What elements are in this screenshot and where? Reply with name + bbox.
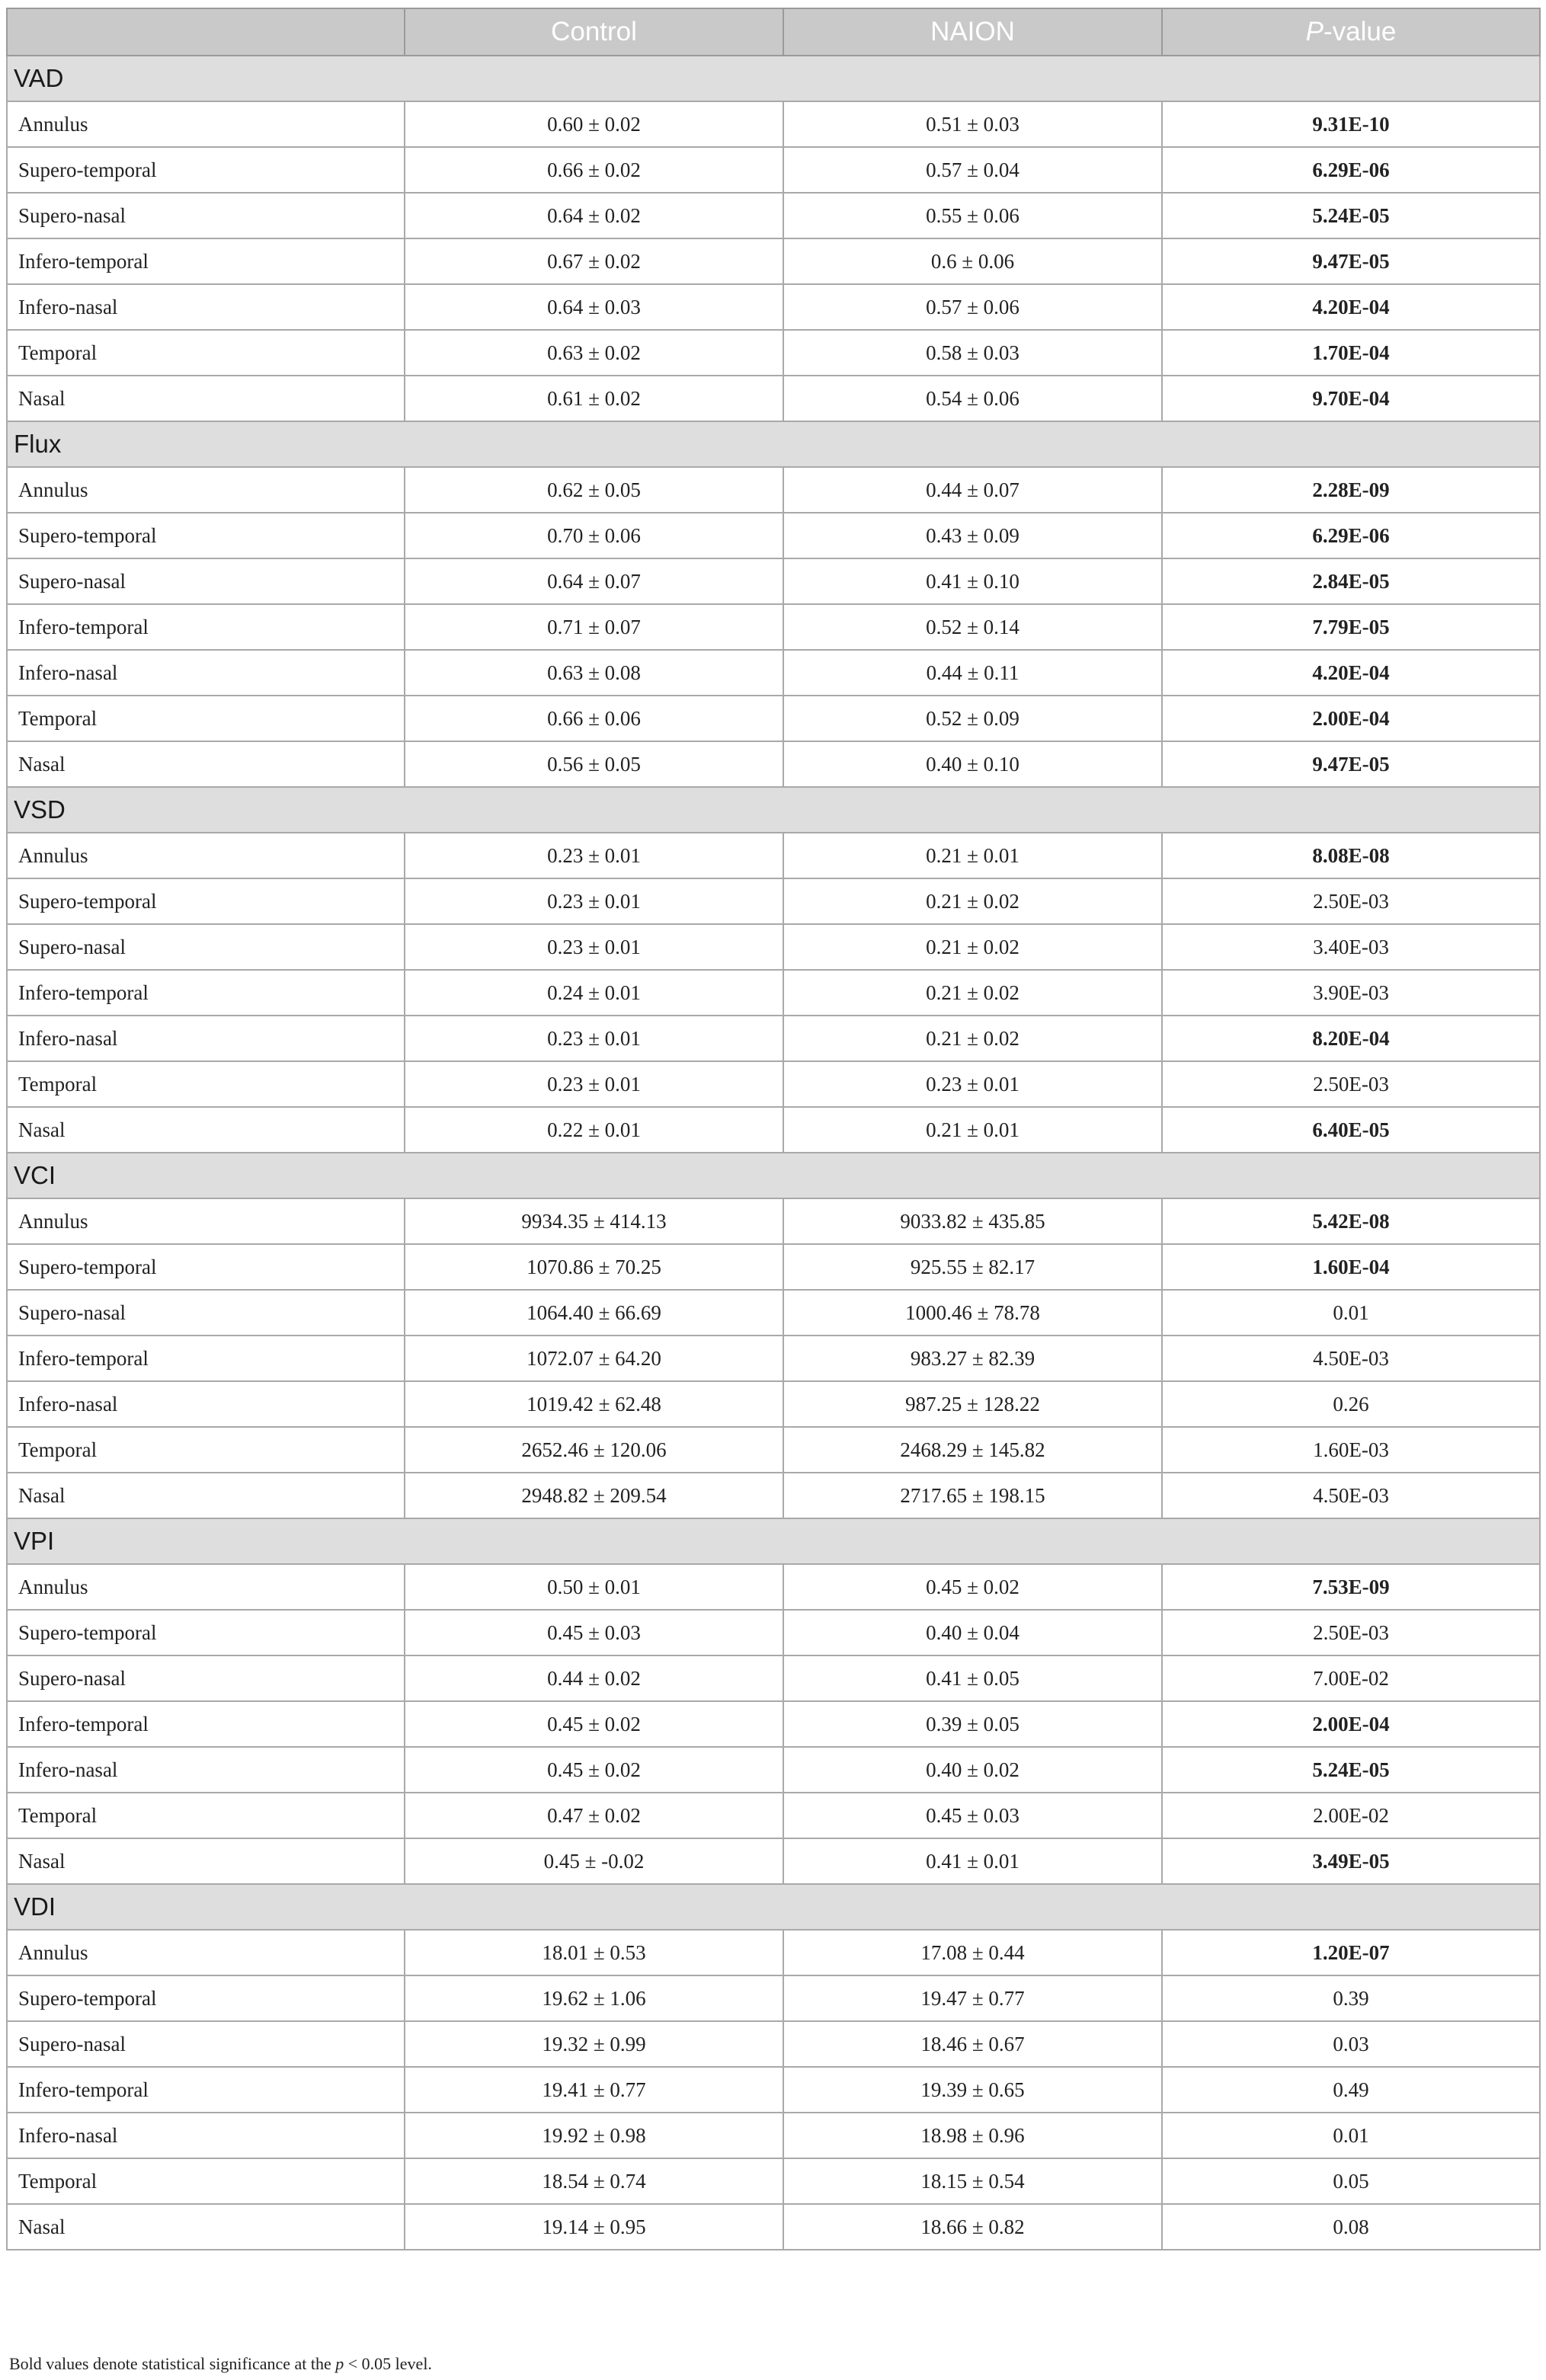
naion-value: 0.51 ± 0.03 [783, 101, 1162, 147]
naion-value: 0.39 ± 0.05 [783, 1701, 1162, 1747]
table-row [7, 2204, 1540, 2250]
table-row [7, 604, 1540, 650]
control-value: 1072.07 ± 64.20 [405, 1336, 783, 1381]
naion-value: 0.43 ± 0.09 [783, 513, 1162, 558]
p-value: 0.49 [1162, 2067, 1540, 2113]
control-value: 0.45 ± 0.02 [405, 1747, 783, 1793]
p-value: 0.01 [1162, 1290, 1540, 1336]
naion-value: 0.52 ± 0.09 [783, 696, 1162, 741]
naion-value: 0.44 ± 0.07 [783, 467, 1162, 513]
table-row [7, 696, 1540, 741]
section-row [7, 1884, 1540, 1930]
table-row [7, 924, 1540, 970]
naion-value: 983.27 ± 82.39 [783, 1336, 1162, 1381]
naion-value: 0.57 ± 0.04 [783, 147, 1162, 193]
control-value: 0.23 ± 0.01 [405, 878, 783, 924]
naion-value: 925.55 ± 82.17 [783, 1244, 1162, 1290]
control-value: 0.23 ± 0.01 [405, 1016, 783, 1061]
naion-value: 19.47 ± 0.77 [783, 1975, 1162, 2021]
control-value: 0.66 ± 0.02 [405, 147, 783, 193]
naion-value: 2468.29 ± 145.82 [783, 1427, 1162, 1473]
row-label: Temporal [7, 2158, 405, 2204]
row-label: Temporal [7, 330, 405, 376]
table-row [7, 2113, 1540, 2158]
row-label: Supero-temporal [7, 1244, 405, 1290]
p-value: 2.00E-04 [1162, 696, 1540, 741]
table-row [7, 2067, 1540, 2113]
naion-value: 0.41 ± 0.05 [783, 1655, 1162, 1701]
header-blank [7, 8, 405, 56]
control-value: 0.62 ± 0.05 [405, 467, 783, 513]
p-value: 3.40E-03 [1162, 924, 1540, 970]
table-footnote [9, 2354, 432, 2374]
naion-value: 0.6 ± 0.06 [783, 238, 1162, 284]
control-value: 0.23 ± 0.01 [405, 924, 783, 970]
p-value: 4.20E-04 [1162, 284, 1540, 330]
p-value: 1.70E-04 [1162, 330, 1540, 376]
p-value: 0.01 [1162, 2113, 1540, 2158]
table-row [7, 238, 1540, 284]
row-label: Infero-nasal [7, 650, 405, 696]
table-row [7, 1473, 1540, 1518]
table-row [7, 878, 1540, 924]
control-value: 0.23 ± 0.01 [405, 833, 783, 878]
control-value: 9934.35 ± 414.13 [405, 1198, 783, 1244]
row-label: Temporal [7, 1793, 405, 1838]
table-row [7, 1244, 1540, 1290]
control-value: 0.63 ± 0.08 [405, 650, 783, 696]
naion-value: 0.45 ± 0.03 [783, 1793, 1162, 1838]
control-value: 0.67 ± 0.02 [405, 238, 783, 284]
row-label: Nasal [7, 376, 405, 421]
control-value: 1019.42 ± 62.48 [405, 1381, 783, 1427]
footnote-p-symbol: p [335, 2354, 344, 2373]
p-value: 1.20E-07 [1162, 1930, 1540, 1975]
naion-value: 0.40 ± 0.04 [783, 1610, 1162, 1655]
p-value: 2.50E-03 [1162, 1610, 1540, 1655]
p-value: 2.00E-04 [1162, 1701, 1540, 1747]
table-row [7, 1061, 1540, 1107]
section-title: VAD [7, 56, 1540, 101]
table-row [7, 1793, 1540, 1838]
p-value: 1.60E-03 [1162, 1427, 1540, 1473]
naion-value: 0.45 ± 0.02 [783, 1564, 1162, 1610]
row-label: Supero-nasal [7, 924, 405, 970]
control-value: 19.14 ± 0.95 [405, 2204, 783, 2250]
control-value: 0.50 ± 0.01 [405, 1564, 783, 1610]
section-row [7, 1153, 1540, 1198]
p-value: 2.84E-05 [1162, 558, 1540, 604]
naion-value: 0.41 ± 0.01 [783, 1838, 1162, 1884]
naion-value: 0.41 ± 0.10 [783, 558, 1162, 604]
header-control: Control [405, 8, 783, 56]
p-value: 4.50E-03 [1162, 1336, 1540, 1381]
header-p-rest: -value [1324, 17, 1397, 46]
table-row [7, 833, 1540, 878]
naion-value: 0.21 ± 0.02 [783, 1016, 1162, 1061]
control-value: 0.61 ± 0.02 [405, 376, 783, 421]
naion-value: 0.23 ± 0.01 [783, 1061, 1162, 1107]
naion-value: 17.08 ± 0.44 [783, 1930, 1162, 1975]
control-value: 1070.86 ± 70.25 [405, 1244, 783, 1290]
table-row [7, 467, 1540, 513]
row-label: Annulus [7, 833, 405, 878]
p-value: 7.00E-02 [1162, 1655, 1540, 1701]
control-value: 0.56 ± 0.05 [405, 741, 783, 787]
row-label: Supero-temporal [7, 1610, 405, 1655]
p-value: 9.31E-10 [1162, 101, 1540, 147]
table-row [7, 1747, 1540, 1793]
table-header [7, 8, 1540, 56]
header-p-value [1162, 8, 1540, 56]
control-value: 0.45 ± -0.02 [405, 1838, 783, 1884]
header-p-italic: P [1305, 17, 1324, 46]
table-row [7, 193, 1540, 238]
p-value: 7.79E-05 [1162, 604, 1540, 650]
table-body [7, 56, 1540, 2250]
p-value: 6.29E-06 [1162, 513, 1540, 558]
row-label: Infero-temporal [7, 238, 405, 284]
naion-value: 0.21 ± 0.02 [783, 970, 1162, 1016]
table-row [7, 1975, 1540, 2021]
control-value: 18.54 ± 0.74 [405, 2158, 783, 2204]
control-value: 0.24 ± 0.01 [405, 970, 783, 1016]
p-value: 0.05 [1162, 2158, 1540, 2204]
table-row [7, 1016, 1540, 1061]
section-title: VPI [7, 1518, 1540, 1564]
p-value: 4.20E-04 [1162, 650, 1540, 696]
control-value: 2948.82 ± 209.54 [405, 1473, 783, 1518]
naion-value: 0.54 ± 0.06 [783, 376, 1162, 421]
p-value: 4.50E-03 [1162, 1473, 1540, 1518]
table-row [7, 101, 1540, 147]
naion-value: 18.66 ± 0.82 [783, 2204, 1162, 2250]
naion-value: 0.44 ± 0.11 [783, 650, 1162, 696]
row-label: Infero-temporal [7, 2067, 405, 2113]
naion-value: 0.21 ± 0.01 [783, 833, 1162, 878]
control-value: 0.64 ± 0.02 [405, 193, 783, 238]
row-label: Nasal [7, 1107, 405, 1153]
row-label: Infero-nasal [7, 2113, 405, 2158]
row-label: Annulus [7, 467, 405, 513]
footnote-text-before: Bold values denote statistical significance at the [9, 2354, 336, 2373]
table-row [7, 1564, 1540, 1610]
p-value: 9.47E-05 [1162, 741, 1540, 787]
naion-value: 18.15 ± 0.54 [783, 2158, 1162, 2204]
p-value: 2.50E-03 [1162, 1061, 1540, 1107]
naion-value: 1000.46 ± 78.78 [783, 1290, 1162, 1336]
row-label: Temporal [7, 696, 405, 741]
row-label: Infero-temporal [7, 1701, 405, 1747]
naion-value: 0.57 ± 0.06 [783, 284, 1162, 330]
row-label: Supero-nasal [7, 193, 405, 238]
section-title: VCI [7, 1153, 1540, 1198]
control-value: 0.60 ± 0.02 [405, 101, 783, 147]
control-value: 0.64 ± 0.07 [405, 558, 783, 604]
table-row [7, 1381, 1540, 1427]
control-value: 0.23 ± 0.01 [405, 1061, 783, 1107]
p-value: 5.24E-05 [1162, 193, 1540, 238]
row-label: Infero-temporal [7, 604, 405, 650]
row-label: Infero-temporal [7, 970, 405, 1016]
naion-value: 9033.82 ± 435.85 [783, 1198, 1162, 1244]
naion-value: 0.58 ± 0.03 [783, 330, 1162, 376]
table-row [7, 1701, 1540, 1747]
table-row [7, 330, 1540, 376]
table-row [7, 2158, 1540, 2204]
naion-value: 18.98 ± 0.96 [783, 2113, 1162, 2158]
control-value: 0.22 ± 0.01 [405, 1107, 783, 1153]
p-value: 1.60E-04 [1162, 1244, 1540, 1290]
results-table [6, 8, 1541, 2250]
section-row [7, 56, 1540, 101]
naion-value: 0.40 ± 0.02 [783, 1747, 1162, 1793]
control-value: 0.44 ± 0.02 [405, 1655, 783, 1701]
row-label: Supero-nasal [7, 558, 405, 604]
p-value: 3.90E-03 [1162, 970, 1540, 1016]
table-row [7, 970, 1540, 1016]
control-value: 0.45 ± 0.03 [405, 1610, 783, 1655]
naion-value: 0.55 ± 0.06 [783, 193, 1162, 238]
naion-value: 0.21 ± 0.02 [783, 924, 1162, 970]
table-row [7, 513, 1540, 558]
naion-value: 19.39 ± 0.65 [783, 2067, 1162, 2113]
p-value: 0.03 [1162, 2021, 1540, 2067]
control-value: 0.71 ± 0.07 [405, 604, 783, 650]
row-label: Nasal [7, 1838, 405, 1884]
row-label: Nasal [7, 741, 405, 787]
table-row [7, 284, 1540, 330]
row-label: Infero-nasal [7, 1016, 405, 1061]
row-label: Supero-nasal [7, 2021, 405, 2067]
section-title: Flux [7, 421, 1540, 467]
table-row [7, 1610, 1540, 1655]
row-label: Annulus [7, 101, 405, 147]
row-label: Temporal [7, 1427, 405, 1473]
control-value: 0.64 ± 0.03 [405, 284, 783, 330]
control-value: 0.45 ± 0.02 [405, 1701, 783, 1747]
p-value: 5.24E-05 [1162, 1747, 1540, 1793]
p-value: 3.49E-05 [1162, 1838, 1540, 1884]
footnote-text-after: < 0.05 level. [344, 2354, 432, 2373]
table-row [7, 1838, 1540, 1884]
table-row [7, 558, 1540, 604]
naion-value: 987.25 ± 128.22 [783, 1381, 1162, 1427]
control-value: 19.32 ± 0.99 [405, 2021, 783, 2067]
section-title: VDI [7, 1884, 1540, 1930]
table-row [7, 1107, 1540, 1153]
p-value: 0.39 [1162, 1975, 1540, 2021]
naion-value: 2717.65 ± 198.15 [783, 1473, 1162, 1518]
row-label: Supero-temporal [7, 513, 405, 558]
p-value: 0.26 [1162, 1381, 1540, 1427]
row-label: Nasal [7, 2204, 405, 2250]
row-label: Infero-nasal [7, 284, 405, 330]
row-label: Annulus [7, 1930, 405, 1975]
table-row [7, 1336, 1540, 1381]
control-value: 0.47 ± 0.02 [405, 1793, 783, 1838]
table-row [7, 1655, 1540, 1701]
control-value: 18.01 ± 0.53 [405, 1930, 783, 1975]
control-value: 2652.46 ± 120.06 [405, 1427, 783, 1473]
control-value: 19.41 ± 0.77 [405, 2067, 783, 2113]
row-label: Infero-temporal [7, 1336, 405, 1381]
header-naion: NAION [783, 8, 1162, 56]
p-value: 6.40E-05 [1162, 1107, 1540, 1153]
p-value: 6.29E-06 [1162, 147, 1540, 193]
header-row [7, 8, 1540, 56]
row-label: Supero-temporal [7, 1975, 405, 2021]
control-value: 0.63 ± 0.02 [405, 330, 783, 376]
table-row [7, 1427, 1540, 1473]
table-row [7, 376, 1540, 421]
control-value: 1064.40 ± 66.69 [405, 1290, 783, 1336]
table-row [7, 1290, 1540, 1336]
p-value: 5.42E-08 [1162, 1198, 1540, 1244]
naion-value: 0.21 ± 0.01 [783, 1107, 1162, 1153]
p-value: 2.50E-03 [1162, 878, 1540, 924]
section-row [7, 421, 1540, 467]
table-row [7, 2021, 1540, 2067]
row-label: Temporal [7, 1061, 405, 1107]
p-value: 9.47E-05 [1162, 238, 1540, 284]
row-label: Annulus [7, 1198, 405, 1244]
control-value: 19.62 ± 1.06 [405, 1975, 783, 2021]
row-label: Infero-nasal [7, 1381, 405, 1427]
row-label: Supero-nasal [7, 1290, 405, 1336]
naion-value: 0.40 ± 0.10 [783, 741, 1162, 787]
row-label: Supero-nasal [7, 1655, 405, 1701]
table-row [7, 1198, 1540, 1244]
p-value: 2.00E-02 [1162, 1793, 1540, 1838]
p-value: 8.08E-08 [1162, 833, 1540, 878]
row-label: Supero-temporal [7, 878, 405, 924]
control-value: 19.92 ± 0.98 [405, 2113, 783, 2158]
naion-value: 0.52 ± 0.14 [783, 604, 1162, 650]
section-row [7, 1518, 1540, 1564]
naion-value: 0.21 ± 0.02 [783, 878, 1162, 924]
table-row [7, 1930, 1540, 1975]
row-label: Annulus [7, 1564, 405, 1610]
p-value: 7.53E-09 [1162, 1564, 1540, 1610]
naion-value: 18.46 ± 0.67 [783, 2021, 1162, 2067]
row-label: Nasal [7, 1473, 405, 1518]
p-value: 8.20E-04 [1162, 1016, 1540, 1061]
control-value: 0.66 ± 0.06 [405, 696, 783, 741]
section-row [7, 787, 1540, 833]
control-value: 0.70 ± 0.06 [405, 513, 783, 558]
row-label: Infero-nasal [7, 1747, 405, 1793]
table-row [7, 741, 1540, 787]
table-row [7, 650, 1540, 696]
p-value: 0.08 [1162, 2204, 1540, 2250]
table-row [7, 147, 1540, 193]
section-title: VSD [7, 787, 1540, 833]
p-value: 2.28E-09 [1162, 467, 1540, 513]
p-value: 9.70E-04 [1162, 376, 1540, 421]
row-label: Supero-temporal [7, 147, 405, 193]
